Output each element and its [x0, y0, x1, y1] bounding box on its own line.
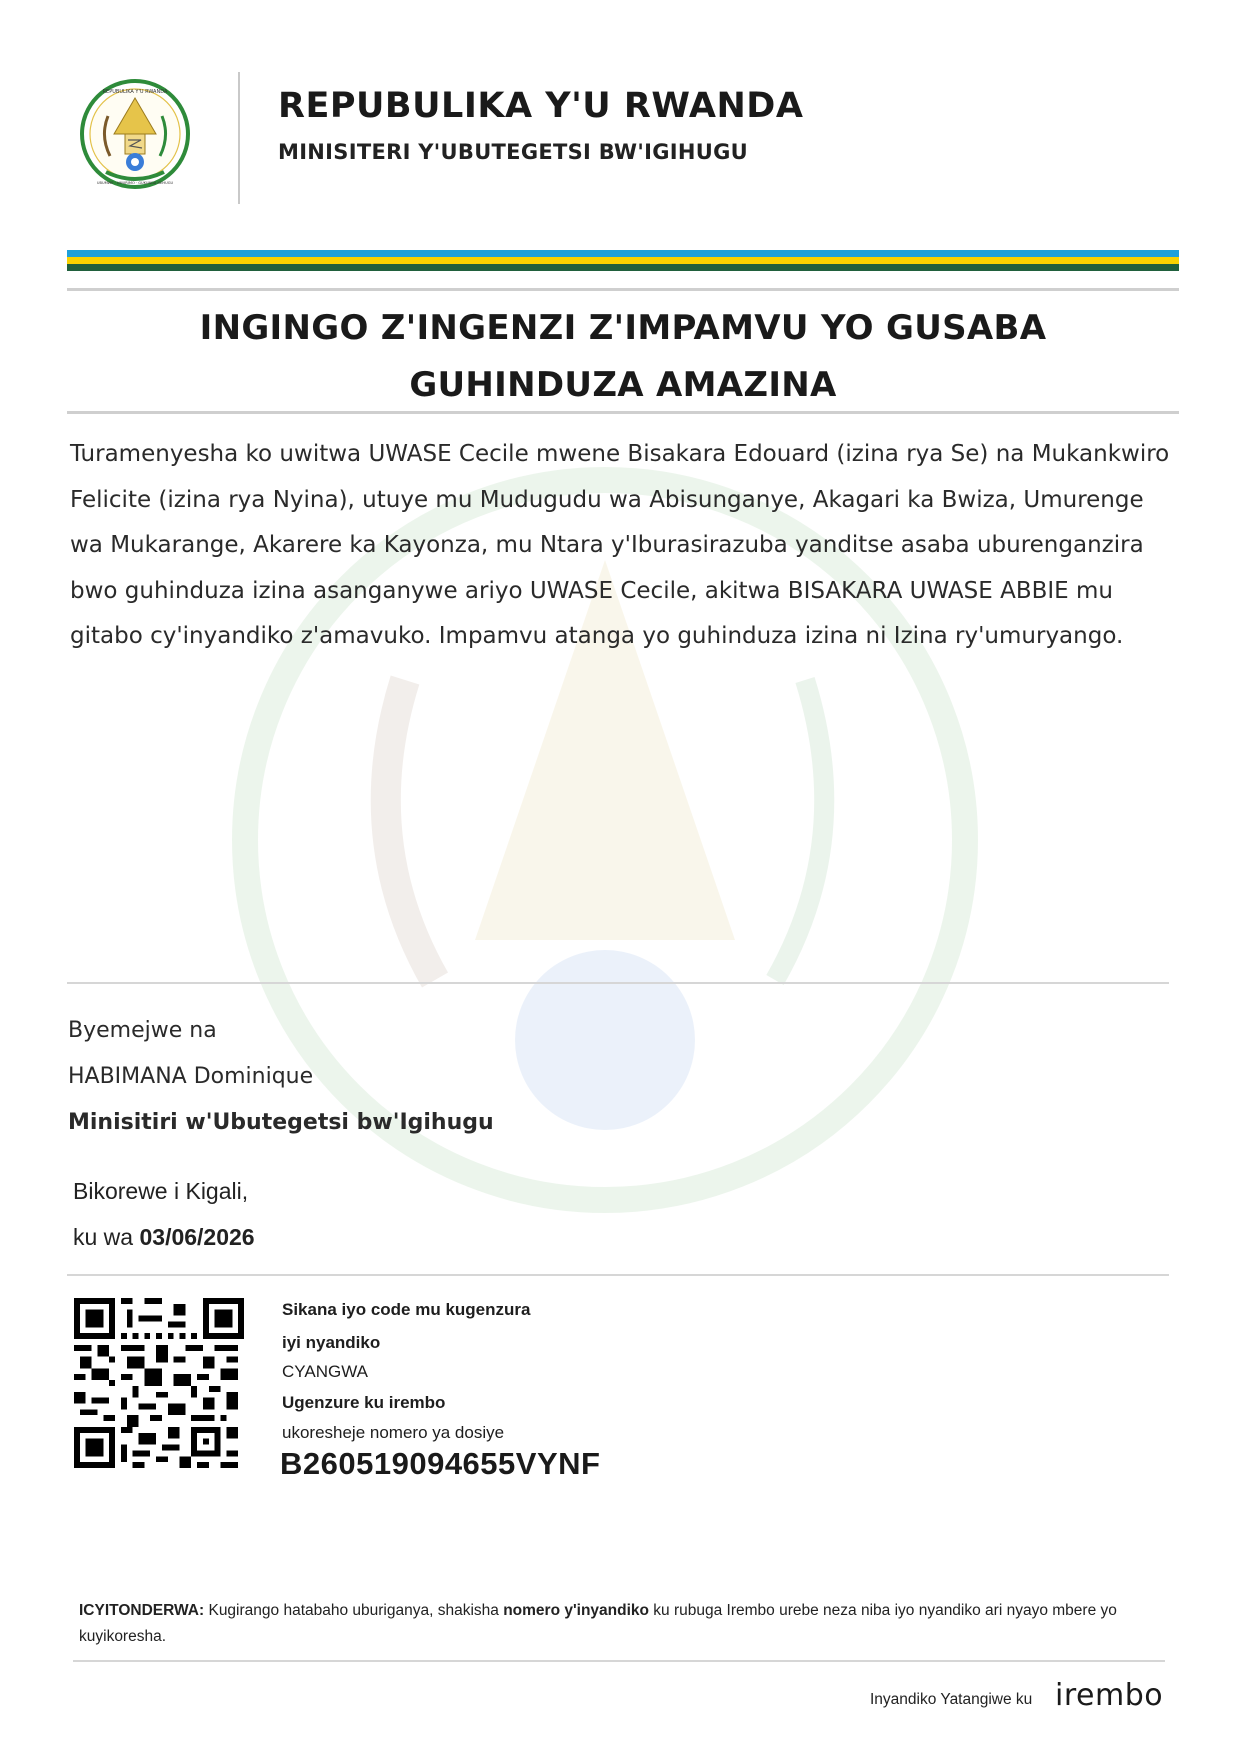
flag-stripe — [67, 250, 1179, 272]
scan-instruction-cont: iyi nyandiko — [282, 1333, 381, 1352]
issued-place: Bikorewe i Kigali, — [73, 1178, 249, 1204]
document-number: B260519094655VYNF — [280, 1446, 601, 1481]
approver-position: Minisitiri w'Ubutegetsi bw'Igihugu — [68, 1110, 494, 1135]
or-label: CYANGWA — [282, 1362, 368, 1381]
issued-by-label: Inyandiko Yatangiwe ku — [870, 1691, 1033, 1708]
approver-name: HABIMANA Dominique — [68, 1064, 314, 1089]
notice-label: ICYITONDERWA: — [79, 1602, 205, 1619]
document-body: Turamenyesha ko uwitwa UWASE Cecile mwene Bisakara Edouard (izina rya Se) na Mukankwiro Felicite (izina rya Nyina), utuye mu Mudugudu wa Abisunganye, Akagari ka Bwiza, Umurenge wa Mukarange, Akarere ka Kayonza, mu Ntara y'Iburasirazuba yanditse asaba uburenganzira bwo guhinduza izina asanganywe ariyo UWASE Cecile, akitwa BISAKARA UWASE ABBIE mu gitabo cy'inyandiko z'amavuko. Impamvu atanga yo guhinduza izina ni Izina ry'umuryango. — [70, 441, 1170, 649]
file-number-instruction: ukoresheje nomero ya dosiye — [282, 1423, 505, 1442]
issued-date: 03/06/2026 — [139, 1224, 255, 1250]
title-line-2: GUHINDUZA AMAZINA — [409, 365, 837, 405]
approved-by-label: Byemejwe na — [68, 1018, 217, 1043]
title-line-1: INGINGO Z'INGENZI Z'IMPAMVU YO GUSABA — [199, 308, 1047, 348]
notice-text-before: Kugirango hatabaho uburiganya, shakisha — [204, 1602, 504, 1619]
fraud-notice — [79, 1598, 1139, 1650]
flag-yellow-stripe — [67, 257, 1179, 264]
notice-text-after: ku rubuga Irembo urebe neza niba iyo nyandiko ari nyayo mbere yo kuyikoresha. — [79, 1602, 1117, 1645]
title-bottom-rule — [67, 411, 1179, 414]
seal-arc-text: REPUBULIKA Y'U RWANDA — [102, 89, 168, 95]
approval-top-rule — [67, 982, 1169, 984]
flag-green-stripe — [67, 264, 1179, 271]
republic-title: REPUBULIKA Y'U RWANDA — [278, 86, 804, 126]
issued-date-line — [73, 1224, 255, 1251]
date-prefix: ku wa — [73, 1224, 134, 1250]
verification-qr-code[interactable] — [74, 1298, 244, 1468]
header-divider — [238, 72, 240, 204]
scan-instruction: Sikana iyo code mu kugenzura — [282, 1300, 531, 1319]
ministry-title: MINISITERI Y'UBUTEGETSI BW'IGIHUGU — [278, 140, 749, 164]
irembo-verify-instruction: Ugenzure ku irembo — [282, 1393, 446, 1412]
rwanda-coat-of-arms-seal — [78, 76, 192, 198]
seal-motto-text: UBUMWE · UMURIMO · GUKUNDA IGIHUGU — [96, 181, 174, 185]
flag-blue-stripe — [67, 250, 1179, 257]
notice-bold-text: nomero y'inyandiko — [503, 1602, 649, 1619]
footer-rule — [73, 1660, 1165, 1662]
title-top-rule — [67, 288, 1179, 291]
irembo-logo: irembo — [1055, 1678, 1164, 1713]
document-title — [67, 300, 1179, 414]
verification-top-rule — [67, 1274, 1169, 1276]
